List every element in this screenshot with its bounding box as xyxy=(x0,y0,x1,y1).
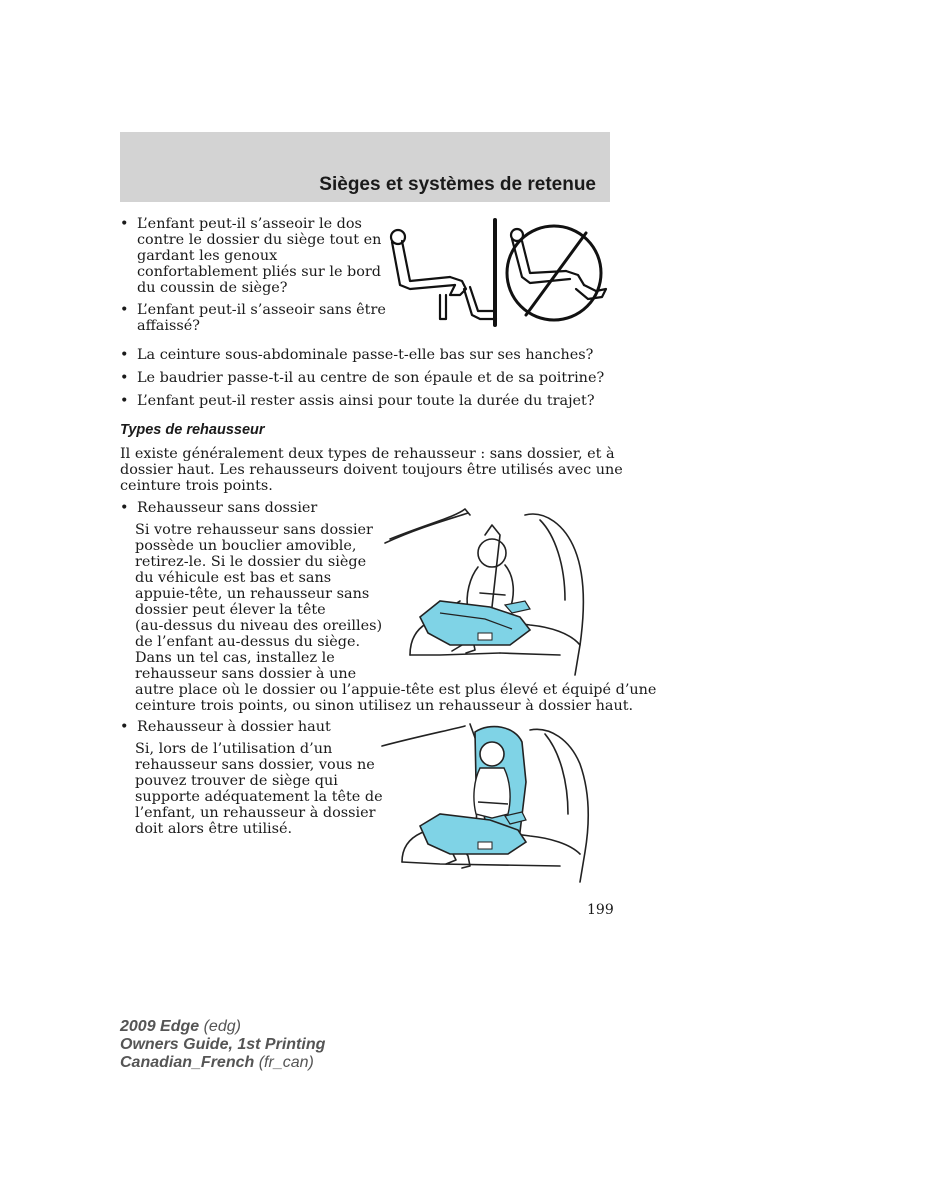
section-title: Sièges et systèmes de retenue xyxy=(319,174,596,195)
seat-posture-diagram xyxy=(380,215,612,327)
bullet-item: • L’enfant peut-il rester assis ainsi pour toute la durée du trajet? xyxy=(137,393,595,409)
footer-line-2: Owners Guide, 1st Printing xyxy=(120,1036,326,1053)
intro-paragraph: Il existe généralement deux types de rehausseur : sans dossier, et à dossier haut. Les rehausseurs doivent toujours être utilisés avec une ceinture trois points. xyxy=(120,446,623,494)
footer-line-1: 2009 Edge (edg) xyxy=(120,1018,241,1035)
section-heading: Types de rehausseur xyxy=(120,422,265,438)
section-header-bar xyxy=(120,132,610,202)
page-number: 199 xyxy=(587,902,614,918)
document-footer xyxy=(120,1018,325,1072)
backless-booster-label: • Rehausseur sans dossier xyxy=(137,500,317,516)
bullet-item: • La ceinture sous-abdominale passe-t-elle bas sur ses hanches? xyxy=(137,347,593,363)
bullet-item: • Le baudrier passe-t-il au centre de son épaule et de sa poitrine? xyxy=(137,370,604,386)
footer-line-3: Canadian_French (fr_can) xyxy=(120,1054,314,1071)
highback-booster-text: Si, lors de l’utilisation d’un rehausseur sans dossier, vous ne pouvez trouver de siège qui supporte adéquatement la tête de l’enfant, un rehausseur à dossier doit alors être utilisé. xyxy=(135,741,383,837)
highback-booster-illustration xyxy=(380,722,610,884)
backless-booster-text: Si votre rehausseur sans dossier possède un bouclier amovible, retirez-le. Si le dossier du siège du véhicule est bas et sans appuie-tête, un rehausseur sans dossier peut élever la tête (au-dessus du niveau des oreilles) de l’enfant au-dessus du siège. Dans un tel cas, installez le rehausseur sans dossier à une xyxy=(135,522,383,682)
highback-booster-label: • Rehausseur à dossier haut xyxy=(137,719,331,735)
bullet-item: • L’enfant peut-il s’asseoir le dos contre le dossier du siège tout en gardant les genoux confortablement pliés sur le bord du coussin de siège? xyxy=(137,216,381,296)
bullet-item: • L’enfant peut-il s’asseoir sans être affaissé? xyxy=(137,302,386,334)
backless-booster-illustration xyxy=(380,505,610,677)
backless-booster-text-wide: autre place où le dossier ou l’appuie-tête est plus élevé et équipé d’une ceinture trois points, ou sinon utilisez un rehausseur à dossier haut. xyxy=(135,682,657,714)
